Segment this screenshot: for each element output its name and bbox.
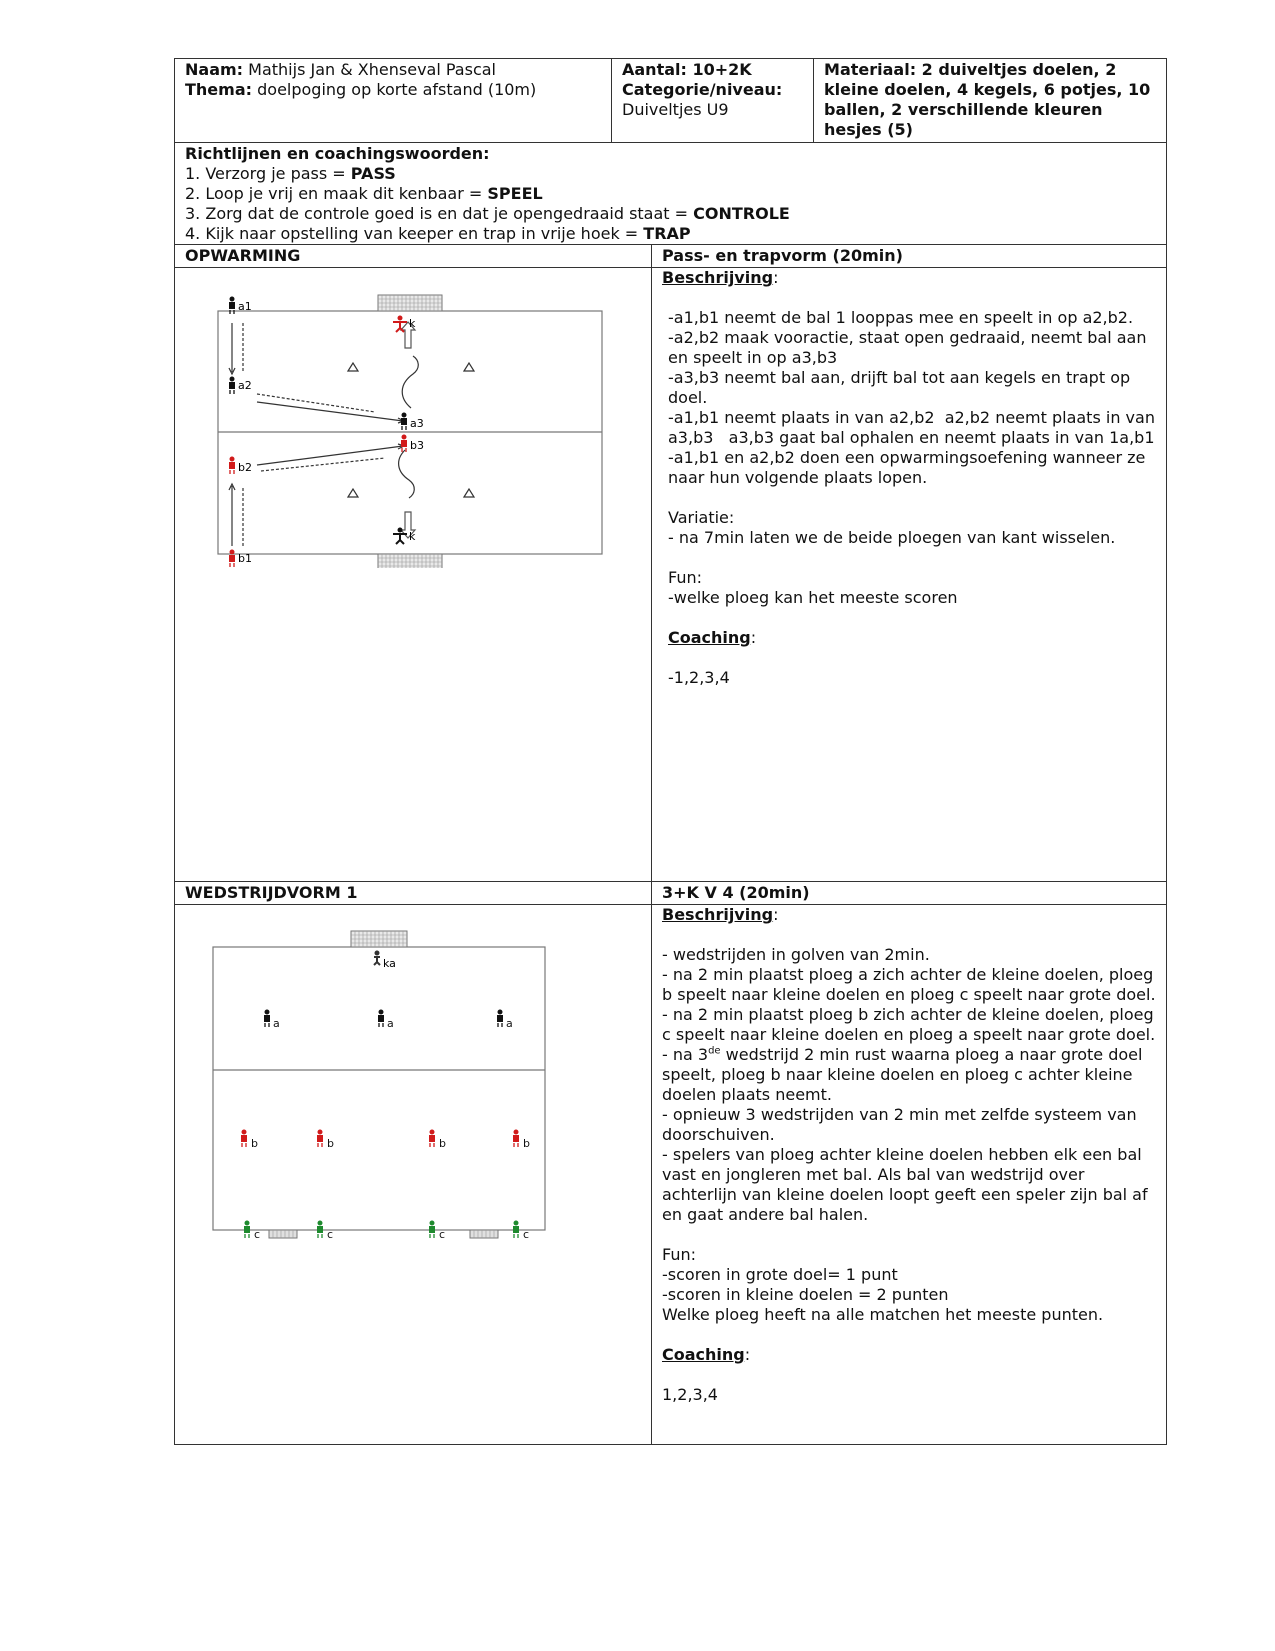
fun-label: Fun: [668,568,702,587]
variatie-line: - na 7min laten we de beide ploegen van kant wisselen. [668,528,1116,547]
match-subtitle: 3+K V 4 (20min) [652,882,1167,905]
svg-text:k: k [409,530,416,543]
svg-text:a1: a1 [238,300,252,313]
player-a2 [229,377,252,395]
player-b3 [401,435,424,453]
svg-text:a2: a2 [238,379,252,392]
warmup-diagram [175,268,651,568]
desc-line: - na 3de wedstrijd 2 min rust waarna ploeg a naar grote doel speelt, ploeg b naar kleine doelen en ploeg c achter kleine doelen plaats neemt. [662,1045,1143,1104]
desc-line: -a3,b3 neemt bal aan, drijft bal tot aan kegels en trapt op doel. [668,368,1131,407]
small-goal-left [269,1230,297,1238]
big-goal [351,931,407,947]
coaching-value: -1,2,3,4 [668,668,730,687]
svg-text:b1: b1 [238,552,252,565]
desc-line: -a1,b1 en a2,b2 doen een opwarmingsoefening wanneer ze naar hun volgende plaats lopen. [668,448,1146,487]
desc-line: -a2,b2 maak vooractie, staat open gedraaid, neemt bal aan en speelt in op a3,b3 [668,328,1147,367]
keeper-ka [374,951,396,971]
coaching-label: Coaching [662,1345,745,1364]
fun-line: Welke ploeg heeft na alle matchen het meeste punten. [662,1305,1104,1324]
beschrijving-label: Beschrijving [662,905,774,924]
svg-text:c: c [327,1228,334,1241]
categorie-value: Duiveltjes U9 [622,100,729,119]
match-description: Beschrijving: - wedstrijden in golven van 2min. - na 2 min plaatst ploeg a zich achter de kleine doelen, ploeg b speelt naar kleine doelen en ploeg c speelt naar grote doel. - na 2 min plaatst ploeg b zich achter de kleine doelen, ploeg c speelt naar kleine doelen en ploeg a speelt naar grote doel. - na 3de wedstrijd 2 min rust waarna ploeg a naar grote doel speelt, ploeg b naar kleine doelen en ploeg c achter kleine doelen plaats neemt. - opnieuw 3 wedstrijden van 2 min met zelfde systeem van doorschuiven. - spelers van ploeg achter kleine doelen hebben elk een bal vast en jongleren met bal. Als bal van wedstrijd over achterlijn van kleine doelen loopt geeft een speler zijn bal af en gaat andere bal halen. Fun: -scoren in grote doel= 1 punt -scoren in kleine doelen = 2 punten Welke ploeg heeft na alle matchen het meeste punten. Coaching: 1,2,3,4 [652,905,1167,1445]
desc-line: - na 2 min plaatst ploeg b zich achter de kleine doelen, ploeg c speelt naar kleine doelen en ploeg a speelt naar grote doel. [662,1005,1156,1044]
match-diagram-cell [175,905,652,1445]
svg-text:a: a [273,1017,280,1030]
match-diagram [175,905,651,1245]
guidelines-cell [175,143,1167,245]
aantal: Aantal: 10+2K [622,60,752,79]
svg-text:a: a [506,1017,513,1030]
warmup-title: OPWARMING [175,245,652,268]
svg-text:b2: b2 [238,461,252,474]
goal-top [378,295,442,311]
fun-line: -welke ploeg kan het meeste scoren [668,588,958,607]
naam-line: Naam: Mathijs Jan & Xhenseval Pascal [185,60,496,79]
team-a-players [264,1010,513,1031]
warmup-diagram-cell [175,268,652,882]
small-goal-right [470,1230,498,1238]
svg-text:c: c [523,1228,530,1241]
beschrijving-label: Beschrijving [662,268,774,287]
desc-line: - na 2 min plaatst ploeg a zich achter de kleine doelen, ploeg b speelt naar kleine doelen en ploeg c speelt naar grote doel. [662,965,1156,1004]
fun-line: -scoren in kleine doelen = 2 punten [662,1285,949,1304]
svg-text:ka: ka [383,957,396,970]
cone-icon [348,363,474,497]
desc-line: -a1,b1 neemt de bal 1 looppas mee en speelt in op a2,b2. [668,308,1134,327]
naam-thema-cell [175,59,612,143]
team-b-players [241,1130,530,1151]
header-row [175,59,1167,143]
svg-text:c: c [439,1228,446,1241]
svg-text:b: b [439,1137,446,1150]
session-sheet [174,58,1166,1445]
thema-line: Thema: doelpoging op korte afstand (10m) [185,80,537,99]
svg-text:b3: b3 [410,439,424,452]
player-b2 [229,457,252,475]
coaching-label: Coaching [668,628,751,647]
session-table [174,58,1167,1445]
thema-value: doelpoging op korte afstand (10m) [257,80,537,99]
match-content-row [175,905,1167,1445]
categorie-label: Categorie/niveau: [622,80,783,99]
pass-arrows [229,323,418,546]
goal-bottom [378,554,442,568]
fun-label: Fun: [662,1245,696,1264]
match-title: WEDSTRIJDVORM 1 [175,882,652,905]
naam-value: Mathijs Jan & Xhenseval Pascal [248,60,496,79]
aantal-cell [612,59,814,143]
player-a3 [401,413,424,431]
guidelines-title: Richtlijnen en coachingswoorden: [185,144,490,163]
match-title-row [175,882,1167,905]
materiaal-cell [814,59,1167,143]
shot-arrows [401,322,415,538]
coaching-value: 1,2,3,4 [662,1385,718,1404]
svg-text:c: c [254,1228,261,1241]
guideline-item: 2. Loop je vrij en maak dit kenbaar = SPEEL [185,184,543,203]
warmup-subtitle: Pass- en trapvorm (20min) [652,245,1167,268]
svg-text:b: b [327,1137,334,1150]
guideline-item: 1. Verzorg je pass = PASS [185,164,396,183]
guidelines-row [175,143,1167,245]
guideline-item: 3. Zorg dat de controle goed is en dat je opengedraaid staat = CONTROLE [185,204,790,223]
warmup-title-row [175,245,1167,268]
warmup-content-row [175,268,1167,882]
guideline-item: 4. Kijk naar opstelling van keeper en trap in vrije hoek = TRAP [185,224,691,243]
svg-text:b: b [523,1137,530,1150]
svg-text:b: b [251,1137,258,1150]
warmup-description: Beschrijving: -a1,b1 neemt de bal 1 looppas mee en speelt in op a2,b2. -a2,b2 maak vooractie, staat open gedraaid, neemt bal aan en speelt in op a3,b3 -a3,b3 neemt bal aan, drijft bal tot aan kegels en trapt op doel. -a1,b1 neemt plaats in van a2,b2 a2,b2 neemt plaats in van a3,b3 a3,b3 gaat bal ophalen en neemt plaats in van 1a,b1 -a1,b1 en a2,b2 doen een opwarmingsoefening wanneer ze naar hun volgende plaats lopen. Variatie: - na 7min laten we de beide ploegen van kant wisselen. Fun: -welke ploeg kan het meeste scoren Coaching: -1,2,3,4 [652,268,1167,882]
desc-line: - spelers van ploeg achter kleine doelen hebben elk een bal vast en jongleren met bal. Als bal van wedstrijd over achterlijn van kleine doelen loopt geeft een speler zijn bal af en gaat andere bal halen. [662,1145,1148,1224]
fun-line: -scoren in grote doel= 1 punt [662,1265,898,1284]
variatie-label: Variatie: [668,508,735,527]
materiaal: Materiaal: 2 duiveltjes doelen, 2 kleine doelen, 4 kegels, 6 potjes, 10 ballen, 2 verschillende kleuren hesjes (5) [824,60,1151,139]
player-b1 [229,550,252,568]
svg-text:a: a [387,1017,394,1030]
svg-text:a3: a3 [410,417,424,430]
desc-line: - opnieuw 3 wedstrijden van 2 min met zelfde systeem van doorschuiven. [662,1105,1137,1144]
desc-line: - wedstrijden in golven van 2min. [662,945,930,964]
desc-line: -a1,b1 neemt plaats in van a2,b2 a2,b2 neemt plaats in van a3,b3 a3,b3 gaat bal ophalen en neemt plaats in van 1a,b1 [668,408,1161,447]
svg-text:k: k [409,317,416,330]
